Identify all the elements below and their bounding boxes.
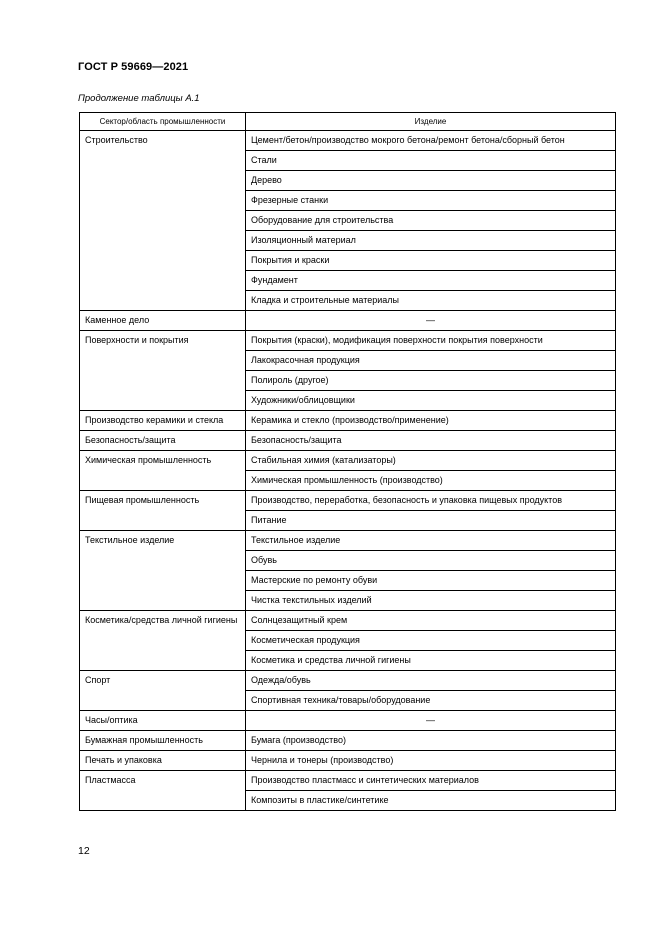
product-cell: Лакокрасочная продукция — [246, 351, 616, 371]
product-cell: Безопасность/защита — [246, 431, 616, 451]
column-header-product: Изделие — [246, 113, 616, 131]
product-cell: Производство пластмасс и синтетических материалов — [246, 771, 616, 791]
product-cell: Керамика и стекло (производство/применение) — [246, 411, 616, 431]
product-cell: Покрытия (краски), модификация поверхности покрытия поверхности — [246, 331, 616, 351]
product-cell: Композиты в пластике/синтетике — [246, 791, 616, 811]
industry-table — [79, 112, 616, 811]
sector-cell: Пищевая промышленность — [80, 491, 246, 531]
product-cell: Текстильное изделие — [246, 531, 616, 551]
product-cell: — — [246, 711, 616, 731]
product-cell: Изоляционный материал — [246, 231, 616, 251]
product-cell: Бумага (производство) — [246, 731, 616, 751]
sector-cell: Пластмасса — [80, 771, 246, 811]
table-row — [80, 611, 616, 631]
product-cell: Покрытия и краски — [246, 251, 616, 271]
sector-cell: Текстильное изделие — [80, 531, 246, 611]
table-row — [80, 491, 616, 511]
product-cell: Мастерские по ремонту обуви — [246, 571, 616, 591]
product-cell: Производство, переработка, безопасность и упаковка пищевых продуктов — [246, 491, 616, 511]
product-cell: Солнцезащитный крем — [246, 611, 616, 631]
sector-cell: Бумажная промышленность — [80, 731, 246, 751]
table-row — [80, 431, 616, 451]
sector-cell: Спорт — [80, 671, 246, 711]
table-row — [80, 131, 616, 151]
table-header-row — [80, 113, 616, 131]
table-row — [80, 671, 616, 691]
product-cell: Косметическая продукция — [246, 631, 616, 651]
table-body — [80, 131, 616, 811]
product-cell: Дерево — [246, 171, 616, 191]
product-cell: Кладка и строительные материалы — [246, 291, 616, 311]
product-cell: — — [246, 311, 616, 331]
product-cell: Полироль (другое) — [246, 371, 616, 391]
product-cell: Чистка текстильных изделий — [246, 591, 616, 611]
product-cell: Художники/облицовщики — [246, 391, 616, 411]
product-cell: Фундамент — [246, 271, 616, 291]
column-header-sector: Сектор/область промышленности — [80, 113, 246, 131]
sector-cell: Строительство — [80, 131, 246, 311]
product-cell: Фрезерные станки — [246, 191, 616, 211]
product-cell: Оборудование для строительства — [246, 211, 616, 231]
page-number: 12 — [78, 845, 90, 857]
sector-cell: Производство керамики и стекла — [80, 411, 246, 431]
product-cell: Химическая промышленность (производство) — [246, 471, 616, 491]
table-row — [80, 331, 616, 351]
sector-cell: Косметика/средства личной гигиены — [80, 611, 246, 671]
product-cell: Стали — [246, 151, 616, 171]
table-row — [80, 451, 616, 471]
sector-cell: Часы/оптика — [80, 711, 246, 731]
table-row — [80, 311, 616, 331]
sector-cell: Поверхности и покрытия — [80, 331, 246, 411]
table-row — [80, 751, 616, 771]
product-cell: Питание — [246, 511, 616, 531]
sector-cell: Каменное дело — [80, 311, 246, 331]
product-cell: Одежда/обувь — [246, 671, 616, 691]
sector-cell: Печать и упаковка — [80, 751, 246, 771]
sector-cell: Безопасность/защита — [80, 431, 246, 451]
table-caption: Продолжение таблицы А.1 — [78, 93, 200, 104]
product-cell: Стабильная химия (катализаторы) — [246, 451, 616, 471]
product-cell: Косметика и средства личной гигиены — [246, 651, 616, 671]
product-cell: Чернила и тонеры (производство) — [246, 751, 616, 771]
product-cell: Цемент/бетон/производство мокрого бетона/ремонт бетона/сборный бетон — [246, 131, 616, 151]
product-cell: Обувь — [246, 551, 616, 571]
table-row — [80, 731, 616, 751]
table-row — [80, 711, 616, 731]
product-cell: Спортивная техника/товары/оборудование — [246, 691, 616, 711]
sector-cell: Химическая промышленность — [80, 451, 246, 491]
table-row — [80, 411, 616, 431]
table-row — [80, 531, 616, 551]
table-row — [80, 771, 616, 791]
document-title: ГОСТ Р 59669—2021 — [78, 61, 189, 73]
